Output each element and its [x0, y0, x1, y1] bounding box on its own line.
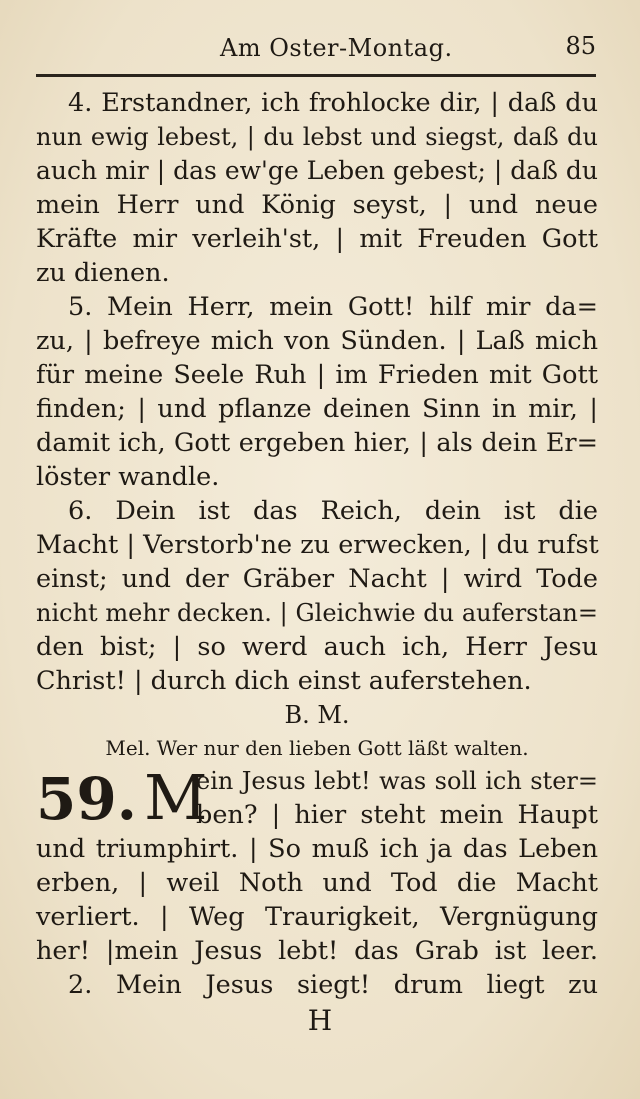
verse-line: einst; und der Gräber Nacht | wird Tode	[36, 564, 598, 594]
verse-line: den bist; | so werd auch ich, Herr Jesu	[36, 632, 598, 662]
verse-line: 6. Dein ist das Reich, dein ist die	[68, 496, 598, 526]
verse-line: Macht | Verstorb'ne zu erwecken, | du rufst	[36, 530, 599, 560]
verse-line: 4. Erstandner, ich frohlocke dir, | daß du	[68, 88, 598, 118]
hymn-line: 2. Mein Jesus siegt! drum liegt zu	[68, 970, 598, 1000]
page-number: 85	[565, 32, 596, 60]
signature-mark: H	[307, 1004, 333, 1037]
verse-line: Christ! | durch dich einst auferstehen.	[36, 666, 532, 696]
verse-line: damit ich, Gott ergeben hier, | als dein Er=	[36, 428, 598, 458]
hymn-line: ben? | hier steht mein Haupt	[196, 800, 598, 830]
hymn-number: 59.	[36, 765, 137, 833]
author-mark: B. M.	[284, 701, 350, 729]
main-text	[36, 86, 598, 1002]
verse-4	[36, 86, 598, 290]
verse-line: zu dienen.	[36, 258, 170, 288]
hymn-59	[36, 761, 598, 1002]
page-header	[0, 30, 640, 70]
verse-line: mein Herr und König seyst, | und neue	[36, 190, 598, 220]
verse-line: Kräfte mir verleih'st, | mit Freuden Gott	[36, 224, 598, 254]
hymn-line: und triumphirt. | So muß ich ja das Leben	[36, 834, 598, 864]
verse-line: auch mir | das ew'ge Leben gebest; | daß du	[36, 156, 598, 185]
running-title: Am Oster-Montag.	[220, 34, 453, 62]
verse-6	[36, 494, 598, 698]
hymn-line: her! |mein Jesus lebt! das Grab ist leer.	[36, 936, 598, 966]
verse-line: finden; | und pflanze deinen Sinn in mir, |	[36, 394, 598, 424]
verse-line: löster wandle.	[36, 462, 220, 492]
hymn-line: verliert. | Weg Traurigkeit, Vergnügung	[36, 902, 598, 932]
hymn-line: erben, | weil Noth und Tod die Macht	[36, 868, 598, 898]
verse-line: für meine Seele Ruh | im Frieden mit Gott	[36, 360, 598, 390]
verse-line: 5. Mein Herr, mein Gott! hilf mir da=	[68, 292, 598, 322]
header-rule	[36, 74, 596, 77]
hymn-line: ein Jesus lebt! was soll ich ster=	[196, 767, 598, 795]
verse-line: zu, | befreye mich von Sünden. | Laß mich	[36, 326, 598, 356]
melody-line: Mel. Wer nur den lieben Gott läßt walten.	[105, 736, 529, 760]
verse-line: nicht mehr decken. | Gleichwie du auferstan=	[36, 599, 598, 627]
verse-line: nun ewig lebest, | du lebst und siegst, daß du	[36, 123, 598, 151]
drop-cap: M	[144, 761, 208, 834]
verse-5	[36, 290, 598, 494]
